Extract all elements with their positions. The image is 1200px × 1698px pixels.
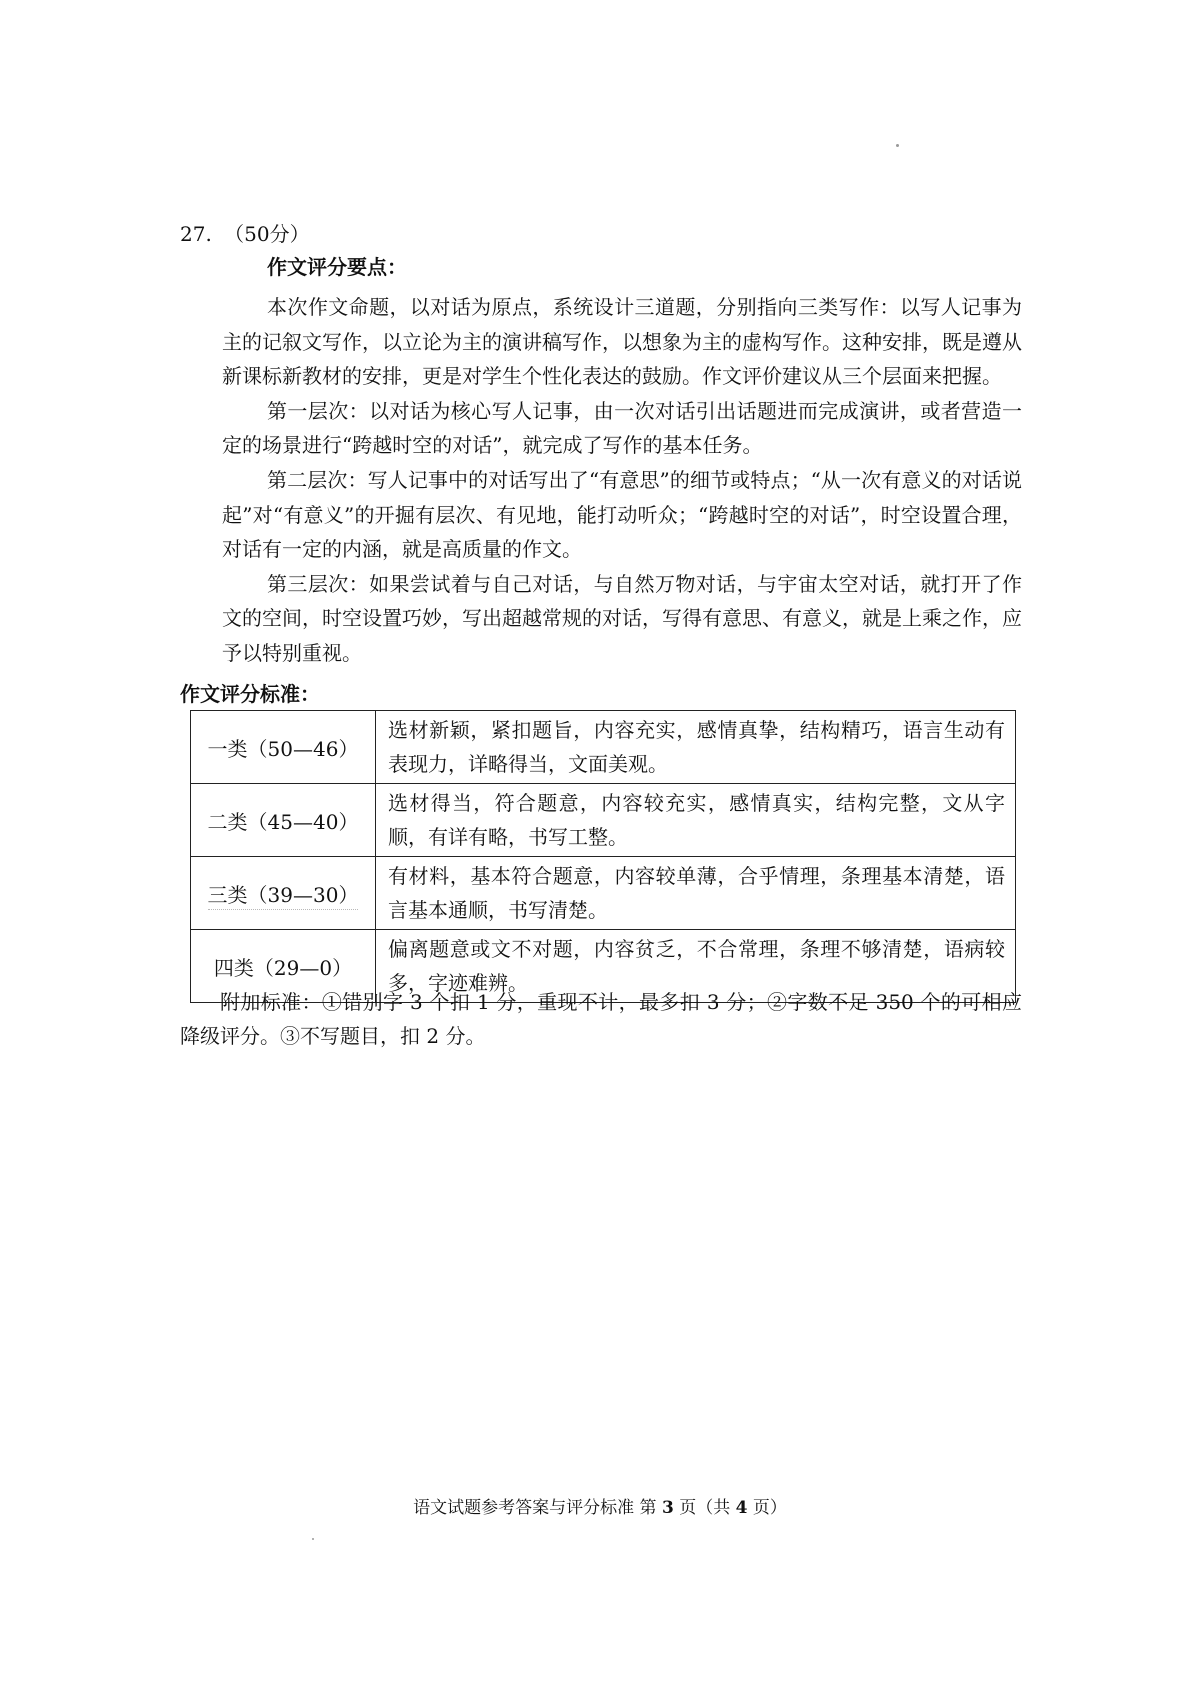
- grading-table: [190, 710, 1016, 1003]
- grade-description-cell: 选材得当，符合题意，内容较充实，感情真实，结构完整，文从字顺，有详有略，书写工整。: [376, 784, 1016, 857]
- level-two-paragraph: 第二层次：写人记事中的对话写出了“有意思”的细节或特点；“从一次有意义的对话说起”对“有意义”的开掘有层次、有见地，能打动听众；“跨越时空的对话”，时空设置合理，对话有一定的内涵，就是高质量的作文。: [222, 467, 1022, 562]
- question-header: [180, 220, 310, 248]
- grade-description-cell: 偏离题意或文不对题，内容贫乏，不合常理，条理不够清楚，语病较多，字迹难辨。: [376, 930, 1016, 1003]
- footer-suffix: 页）: [752, 1498, 787, 1518]
- table-row: [191, 711, 1016, 784]
- table-row: [191, 857, 1016, 930]
- scan-speck: [896, 144, 899, 147]
- scoring-points-heading: 作文评分要点：: [267, 255, 407, 279]
- page-footer: [0, 1496, 1200, 1520]
- level-three-paragraph: 第三层次：如果尝试着与自己对话，与自然万物对话，与宇宙太空对话，就打开了作文的空间，时空设置巧妙，写出超越常规的对话，写得有意思、有意义，就是上乘之作，应予以特别重视。: [222, 571, 1022, 665]
- grade-level-cell: 二类（45—40）: [191, 784, 376, 857]
- question-number: 27.: [180, 222, 212, 246]
- level-one-paragraph: 第一层次：以对话为核心写人记事，由一次对话引出话题进而完成演讲，或者营造一定的场景进行“跨越时空的对话”，就完成了写作的基本任务。: [222, 398, 1022, 458]
- grade-description-cell: 有材料，基本符合题意，内容较单薄，合乎情理，条理基本清楚，语言基本通顺，书写清楚。: [376, 857, 1016, 930]
- question-score: （50分）: [224, 222, 310, 246]
- table-row: [191, 784, 1016, 857]
- scan-speck: [312, 1538, 314, 1540]
- scoring-points-body: [222, 290, 1022, 671]
- grade-level-cell: 一类（50—46）: [191, 711, 376, 784]
- footer-prefix: 语文试题参考答案与评分标准 第: [413, 1498, 657, 1518]
- standards-heading: 作文评分标准：: [180, 682, 320, 706]
- intro-paragraph: 本次作文命题，以对话为原点，系统设计三道题，分别指向三类写作：以写人记事为主的记叙文写作，以立论为主的演讲稿写作，以想象为主的虚构写作。这种安排，既是遵从新课标新教材的安排，更是对学生个性化表达的鼓励。作文评价建议从三个层面来把握。: [222, 295, 1022, 389]
- additional-standards: 附加标准：①错别字 3 个扣 1 分，重现不计，最多扣 3 分；②字数不足 350 个的可相应降级评分。③不写题目，扣 2 分。: [180, 990, 1022, 1048]
- grade-level-cell: [191, 857, 376, 930]
- footer-middle: 页（共: [679, 1498, 731, 1518]
- grade-description-cell: 选材新颖，紧扣题旨，内容充实，感情真挚，结构精巧，语言生动有表现力，详略得当，文面美观。: [376, 711, 1016, 784]
- grade-level-cell: 四类（29—0）: [191, 930, 376, 1003]
- footer-page-number: 3: [661, 1498, 674, 1518]
- grade-level-label: 三类（39—30）: [208, 883, 359, 910]
- footer-total-pages: 4: [735, 1498, 748, 1518]
